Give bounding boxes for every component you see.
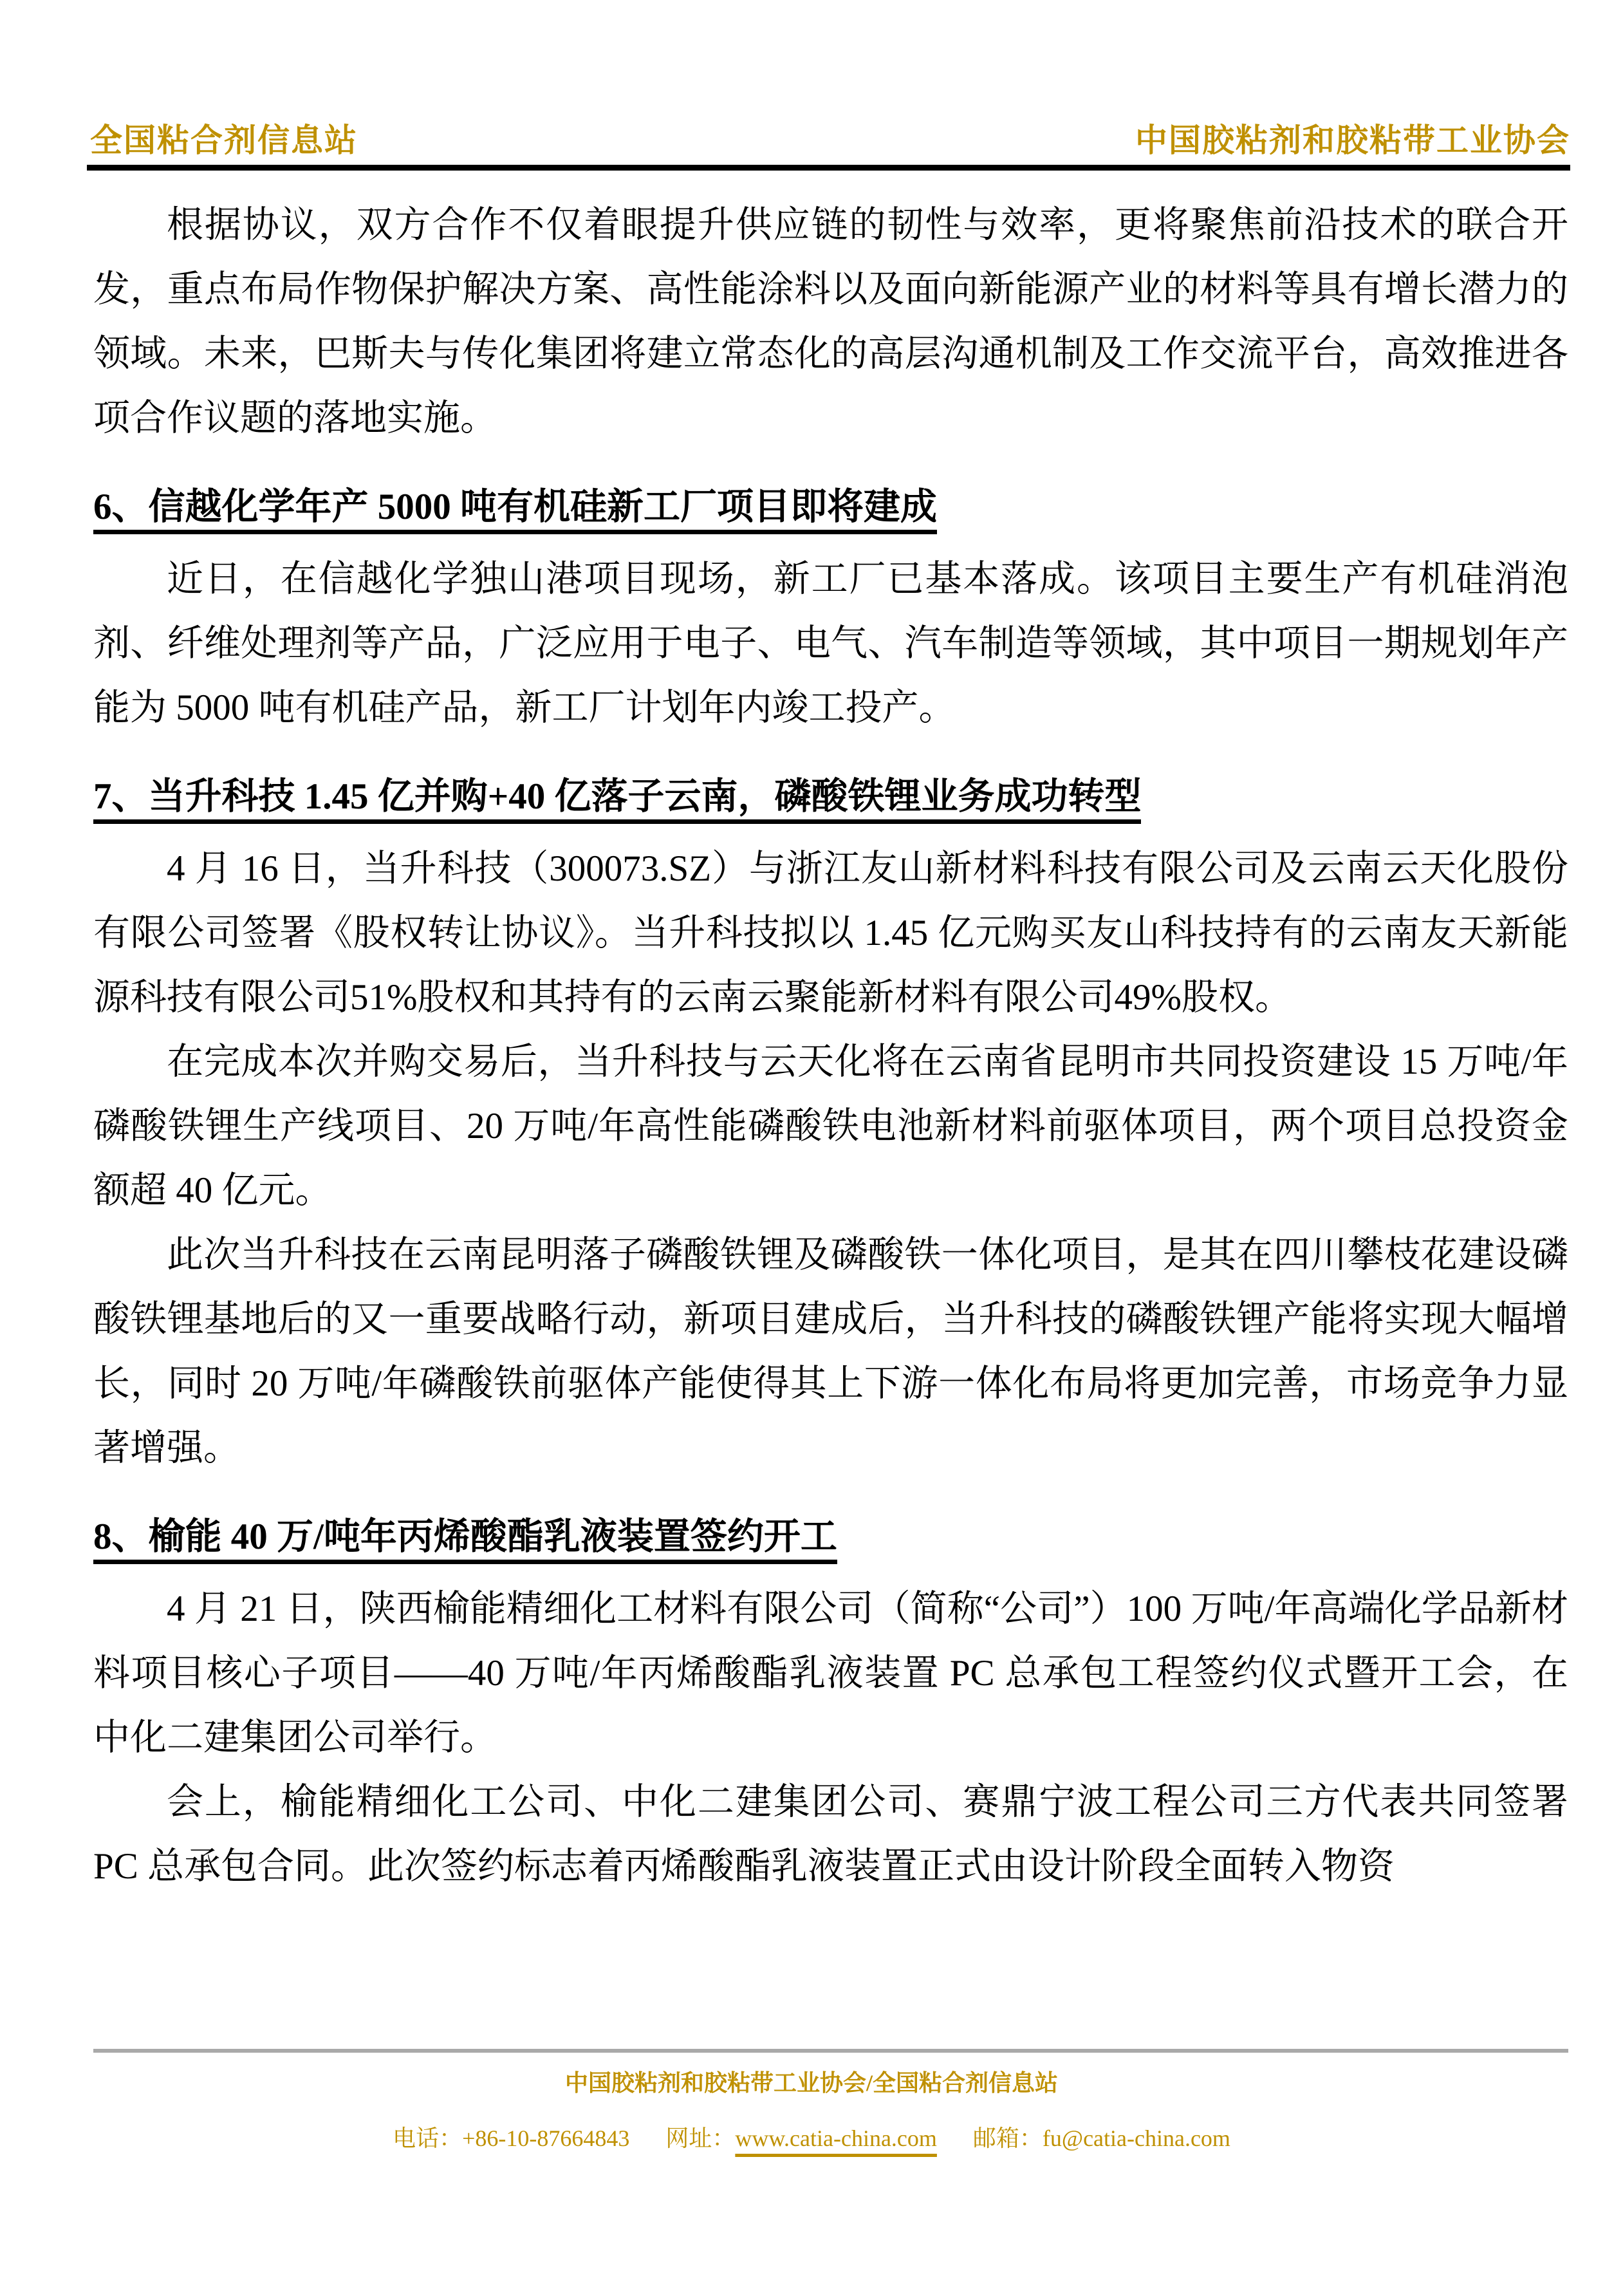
- footer-website-link[interactable]: www.catia-china.com: [735, 2125, 937, 2151]
- body-paragraph: 4 月 16 日，当升科技（300073.SZ）与浙江友山新材料科技有限公司及云南云天化股份有限公司签署《股权转让协议》。当升科技拟以 1.45 亿元购买友山科技持有的云南友天新能源科技有限公司51%股权和其持有的云南云聚能新材料有限公司49%股权。: [93, 848, 1568, 1018]
- body-paragraph: 4 月 21 日，陕西榆能精细化工材料有限公司（简称“公司”）100 万吨/年高端化学品新材料项目核心子项目——40 万吨/年丙烯酸酯乳液装置 PC 总承包工程签约仪式暨开工会，在中化二建集团公司举行。: [93, 1589, 1568, 1758]
- header-divider-line: [87, 165, 1570, 171]
- body-paragraph: 此次当升科技在云南昆明落子磷酸铁锂及磷酸铁一体化项目，是其在四川攀枝花建设磷酸铁锂基地后的又一重要战略行动，新项目建成后，当升科技的磷酸铁锂产能将实现大幅增长，同时 20 万吨/年磷酸铁前驱体产能使得其上下游一体化布局将更加完善，市场竞争力显著增强。: [93, 1235, 1568, 1468]
- footer-organization-line: 中国胶粘剂和胶粘带工业协会/全国粘合剂信息站: [564, 2070, 1058, 2096]
- footer-email-group: [973, 2125, 1230, 2151]
- body-paragraph: 会上，榆能精细化工公司、中化二建集团公司、赛鼎宁波工程公司三方代表共同签署 PC 总承包合同。此次签约标志着丙烯酸酯乳液装置正式由设计阶段全面转入物资: [93, 1782, 1568, 1887]
- footer-email-value: fu@catia-china.com: [1042, 2125, 1230, 2151]
- footer-website-label: 网址：: [665, 2125, 736, 2151]
- footer-website-group: [665, 2125, 937, 2151]
- body-paragraph: 在完成本次并购交易后，当升科技与云天化将在云南省昆明市共同投资建设 15 万吨/年磷酸铁锂生产线项目、20 万吨/年高性能磷酸铁电池新材料前驱体项目，两个项目总投资金额超 40 亿元。: [93, 1041, 1568, 1211]
- footer-contact-line: [0, 2119, 1623, 2158]
- section-heading-text: 7、当升科技 1.45 亿并购+40 亿落子云南，磷酸铁锂业务成功转型: [93, 776, 1141, 824]
- section-heading: [93, 765, 1568, 829]
- section-heading-text: 8、榆能 40 万/吨年丙烯酸酯乳液装置签约开工: [93, 1517, 837, 1564]
- body-paragraph: 根据协议，双方合作不仅着眼提升供应链的韧性与效率，更将聚焦前沿技术的联合开发，重点布局作物保护解决方案、高性能涂料以及面向新能源产业的材料等具有增长潜力的领域。未来，巴斯夫与传化集团将建立常态化的高层沟通机制及工作交流平台，高效推进各项合作议题的落地实施。: [93, 205, 1568, 438]
- section-heading: [93, 475, 1568, 539]
- footer-phone-value: +86-10-87664843: [462, 2125, 630, 2151]
- header-left-title: 全国粘合剂信息站: [90, 122, 358, 158]
- content-blocks: [93, 193, 1568, 1899]
- page-header: [90, 115, 1570, 161]
- footer-divider-line: [93, 2049, 1568, 2053]
- body-paragraph: 近日，在信越化学独山港项目现场，新工厂已基本落成。该项目主要生产有机硅消泡剂、纤维处理剂等产品，广泛应用于电子、电气、汽车制造等领域，其中项目一期规划年产能为 5000 吨有机硅产品，新工厂计划年内竣工投产。: [93, 559, 1568, 728]
- footer-email-label: 邮箱：: [972, 2125, 1043, 2151]
- header-right-title: 中国胶粘剂和胶粘带工业协会: [1135, 122, 1570, 158]
- section-heading: [93, 1505, 1568, 1569]
- footer-phone-group: [393, 2125, 629, 2151]
- section-heading-text: 6、信越化学年产 5000 吨有机硅新工厂项目即将建成: [93, 487, 937, 534]
- footer-phone-label: 电话：: [393, 2125, 463, 2151]
